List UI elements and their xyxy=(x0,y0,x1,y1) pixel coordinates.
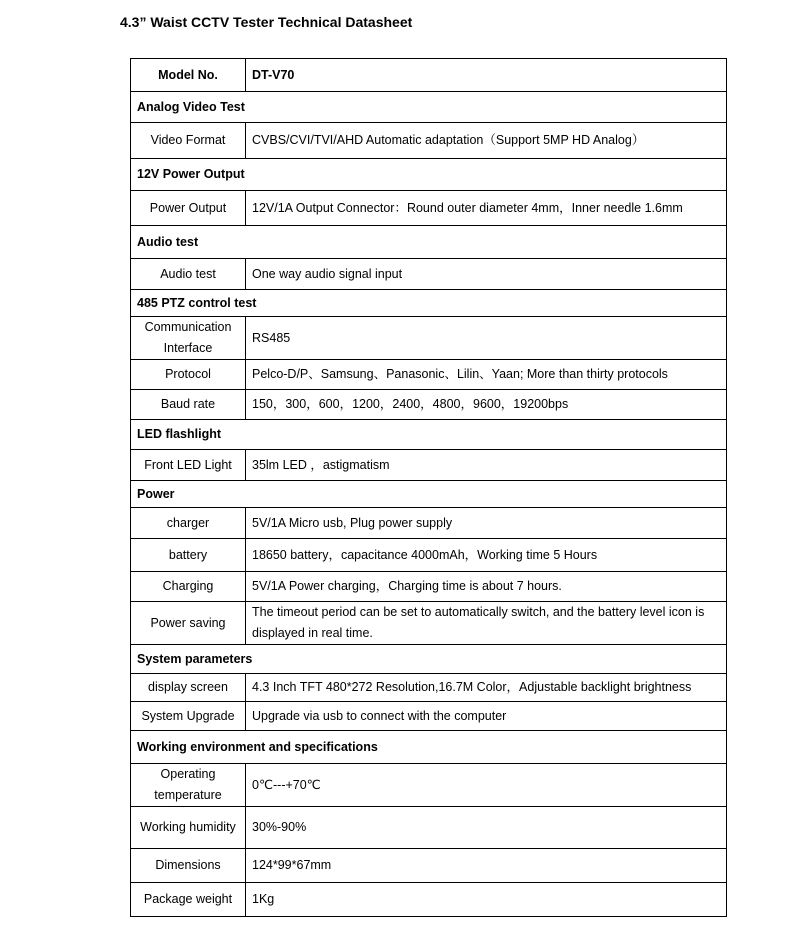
section-system-parameters: System parameters xyxy=(131,645,727,674)
power-saving-value: The timeout period can be set to automatically switch, and the battery level icon is displayed in real time. xyxy=(246,602,727,645)
display-screen-label: display screen xyxy=(131,674,246,702)
protocol-label: Protocol xyxy=(131,360,246,390)
table-row xyxy=(131,807,727,849)
section-working-environment: Working environment and specifications xyxy=(131,731,727,764)
power-output-label: Power Output xyxy=(131,191,246,226)
power-saving-label: Power saving xyxy=(131,602,246,645)
package-weight-label: Package weight xyxy=(131,883,246,917)
baud-rate-value: 150，300，600，1200，2400，4800，9600，19200bps xyxy=(246,390,727,420)
working-humidity-value: 30%-90% xyxy=(246,807,727,849)
model-value: DT-V70 xyxy=(246,59,727,92)
section-row xyxy=(131,645,727,674)
operating-temperature-value: 0℃---+70℃ xyxy=(246,764,727,807)
section-row xyxy=(131,159,727,191)
table-row xyxy=(131,123,727,159)
communication-interface-label: Communication Interface xyxy=(131,317,246,360)
baud-rate-label: Baud rate xyxy=(131,390,246,420)
system-upgrade-label: System Upgrade xyxy=(131,702,246,731)
table-row xyxy=(131,59,727,92)
table-row xyxy=(131,572,727,602)
battery-label: battery xyxy=(131,539,246,572)
package-weight-value: 1Kg xyxy=(246,883,727,917)
video-format-label: Video Format xyxy=(131,123,246,159)
front-led-light-label: Front LED Light xyxy=(131,450,246,481)
table-row xyxy=(131,674,727,702)
working-humidity-label: Working humidity xyxy=(131,807,246,849)
battery-value: 18650 battery，capacitance 4000mAh，Working time 5 Hours xyxy=(246,539,727,572)
datasheet-table xyxy=(130,58,727,917)
charging-label: Charging xyxy=(131,572,246,602)
table-row xyxy=(131,539,727,572)
section-row xyxy=(131,731,727,764)
table-row xyxy=(131,317,727,360)
system-upgrade-value: Upgrade via usb to connect with the computer xyxy=(246,702,727,731)
table-row xyxy=(131,883,727,917)
table-row xyxy=(131,259,727,290)
model-label: Model No. xyxy=(131,59,246,92)
table-row xyxy=(131,390,727,420)
charger-label: charger xyxy=(131,508,246,539)
section-row xyxy=(131,226,727,259)
protocol-value: Pelco-D/P、Samsung、Panasonic、Lilin、Yaan; More than thirty protocols xyxy=(246,360,727,390)
section-analog-video-test: Analog Video Test xyxy=(131,92,727,123)
section-row xyxy=(131,481,727,508)
table-row xyxy=(131,508,727,539)
table-row xyxy=(131,450,727,481)
charging-value: 5V/1A Power charging，Charging time is about 7 hours. xyxy=(246,572,727,602)
charger-value: 5V/1A Micro usb, Plug power supply xyxy=(246,508,727,539)
audio-test-value: One way audio signal input xyxy=(246,259,727,290)
dimensions-value: 124*99*67mm xyxy=(246,849,727,883)
table-row xyxy=(131,360,727,390)
operating-temperature-label: Operating temperature xyxy=(131,764,246,807)
dimensions-label: Dimensions xyxy=(131,849,246,883)
table-row xyxy=(131,602,727,645)
section-12v-power-output: 12V Power Output xyxy=(131,159,727,191)
communication-interface-value: RS485 xyxy=(246,317,727,360)
display-screen-value: 4.3 Inch TFT 480*272 Resolution,16.7M Color，Adjustable backlight brightness xyxy=(246,674,727,702)
section-485-ptz-control-test: 485 PTZ control test xyxy=(131,290,727,317)
section-row xyxy=(131,420,727,450)
table-row xyxy=(131,702,727,731)
section-audio-test: Audio test xyxy=(131,226,727,259)
table-row xyxy=(131,764,727,807)
front-led-light-value: 35lm LED ，astigmatism xyxy=(246,450,727,481)
document-title: 4.3” Waist CCTV Tester Technical Datasheet xyxy=(120,14,413,30)
video-format-value: CVBS/CVI/TVI/AHD Automatic adaptation（Support 5MP HD Analog） xyxy=(246,123,727,159)
table-row xyxy=(131,849,727,883)
section-row xyxy=(131,290,727,317)
section-power: Power xyxy=(131,481,727,508)
section-led-flashlight: LED flashlight xyxy=(131,420,727,450)
section-row xyxy=(131,92,727,123)
table-row xyxy=(131,191,727,226)
audio-test-label: Audio test xyxy=(131,259,246,290)
power-output-value: 12V/1A Output Connector：Round outer diameter 4mm，Inner needle 1.6mm xyxy=(246,191,727,226)
